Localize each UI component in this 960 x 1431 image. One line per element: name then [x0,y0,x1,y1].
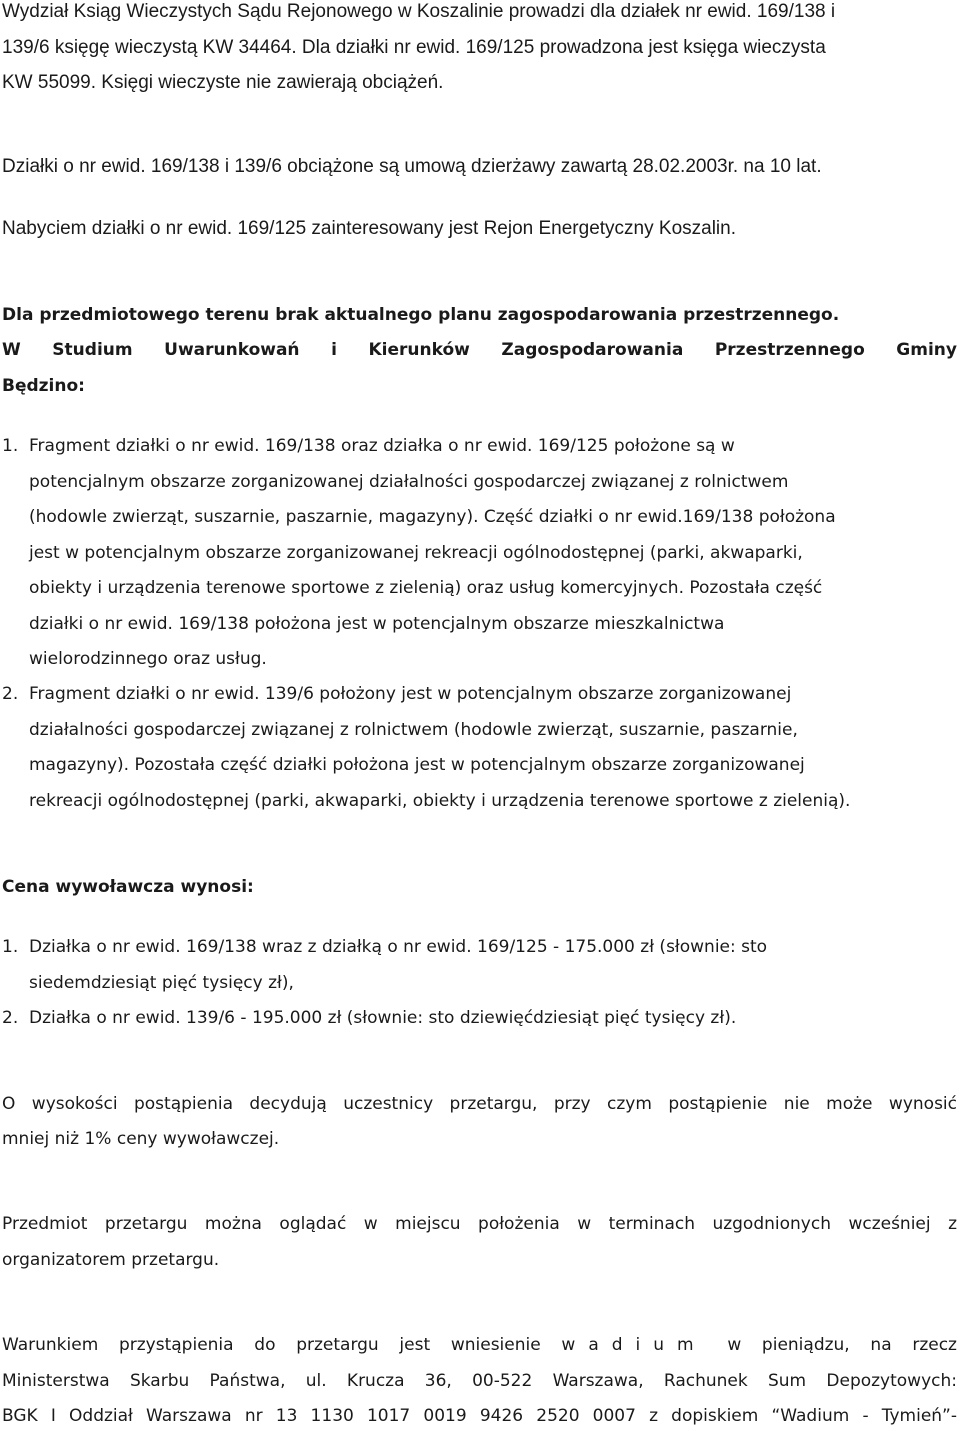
price-item-1-marker: 1. [2,937,19,957]
planning-item-1-line-5: obiekty i urządzenia terenowe sportowe z zielenią) oraz usług komercyjnych. Pozostała część [29,578,823,598]
planning-item-2-line-4: rekreacji ogólnodostępnej (parki, akwaparki, obiekty i urządzenia terenowe sportowe z zielenią). [29,791,851,811]
deposit-line-1 [2,1333,957,1357]
planning-item-1-line-2: potencjalnym obszarze zorganizowanej działalności gospodarczej związanej z rolnictwem [29,472,789,492]
planning-heading-2: W Studium Uwarunkowań i Kierunków Zagospodarowania Przestrzennego Gminy [2,340,957,360]
bidding-line-2: mniej niż 1% ceny wywoławczej. [2,1129,280,1149]
deposit-line-1-end: w pieniądzu, na rzecz [727,1335,957,1355]
price-heading: Cena wywoławcza wynosi: [2,877,254,897]
lease-paragraph: Działki o nr ewid. 169/138 i 139/6 obciążone są umową dzierżawy zawartą 28.02.2003r. na 10 lat. [2,156,822,177]
planning-item-1-line-4: jest w potencjalnym obszarze zorganizowanej rekreacji ogólnodostępnej (parki, akwaparki, [29,543,803,563]
intro-line-3: KW 55099. Księgi wieczyste nie zawierają obciążeń. [2,72,444,93]
deposit-wadium-word: wadium [561,1335,707,1355]
planning-heading-1: Dla przedmiotowego terenu brak aktualnego planu zagospodarowania przestrzennego. [2,305,840,325]
deposit-line-1-start: Warunkiem przystąpienia do przetargu jest wniesienie [2,1335,541,1355]
planning-item-2-marker: 2. [2,684,19,704]
price-item-1-line-1: Działka o nr ewid. 169/138 wraz z działką o nr ewid. 169/125 - 175.000 zł (słownie: sto [29,937,768,957]
bidding-line-1: O wysokości postąpienia decydują uczestnicy przetargu, przy czym postąpienie nie może wynosić [2,1094,957,1114]
intro-line-1: Wydział Ksiąg Wieczystych Sądu Rejonowego w Koszalinie prowadzi dla działek nr ewid. 169/138 i [2,1,836,22]
planning-heading-2-cont: Będzino: [2,376,85,396]
interest-paragraph: Nabyciem działki o nr ewid. 169/125 zainteresowany jest Rejon Energetyczny Koszalin. [2,218,736,239]
viewing-line-2: organizatorem przetargu. [2,1250,220,1270]
deposit-line-3: BGK I Oddział Warszawa nr 13 1130 1017 0019 9426 2520 0007 z dopiskiem “Wadium - Tymień”- [2,1406,957,1426]
planning-item-1-line-1: Fragment działki o nr ewid. 169/138 oraz działka o nr ewid. 169/125 położone są w [29,436,735,456]
planning-item-2-line-2: działalności gospodarczej związanej z rolnictwem (hodowle zwierząt, suszarnie, paszarnie, [29,720,798,740]
planning-item-1-line-7: wielorodzinnego oraz usług. [29,649,267,669]
planning-item-1-line-3: (hodowle zwierząt, suszarnie, paszarnie, magazyny). Część działki o nr ewid.169/138 położona [29,507,836,527]
intro-line-2: 139/6 księgę wieczystą KW 34464. Dla działki nr ewid. 169/125 prowadzona jest księga wieczysta [2,37,826,58]
planning-item-2-line-3: magazyny). Pozostała część działki położona jest w potencjalnym obszarze zorganizowanej [29,755,805,775]
deposit-line-2: Ministerstwa Skarbu Państwa, ul. Krucza 36, 00-522 Warszawa, Rachunek Sum Depozytowych: [2,1371,957,1391]
price-item-1-line-2: siedemdziesiąt pięć tysięcy zł), [29,973,294,993]
price-item-2-line: Działka o nr ewid. 139/6 - 195.000 zł (słownie: sto dziewięćdziesiąt pięć tysięcy zł). [29,1008,737,1028]
planning-item-2-line-1: Fragment działki o nr ewid. 139/6 położony jest w potencjalnym obszarze zorganizowanej [29,684,792,704]
price-item-2-marker: 2. [2,1008,19,1028]
planning-item-1-line-6: działki o nr ewid. 169/138 położona jest w potencjalnym obszarze mieszkalnictwa [29,614,725,634]
planning-item-1-marker: 1. [2,436,19,456]
viewing-line-1: Przedmiot przetargu można oglądać w miejscu położenia w terminach uzgodnionych wcześniej z [2,1214,957,1234]
